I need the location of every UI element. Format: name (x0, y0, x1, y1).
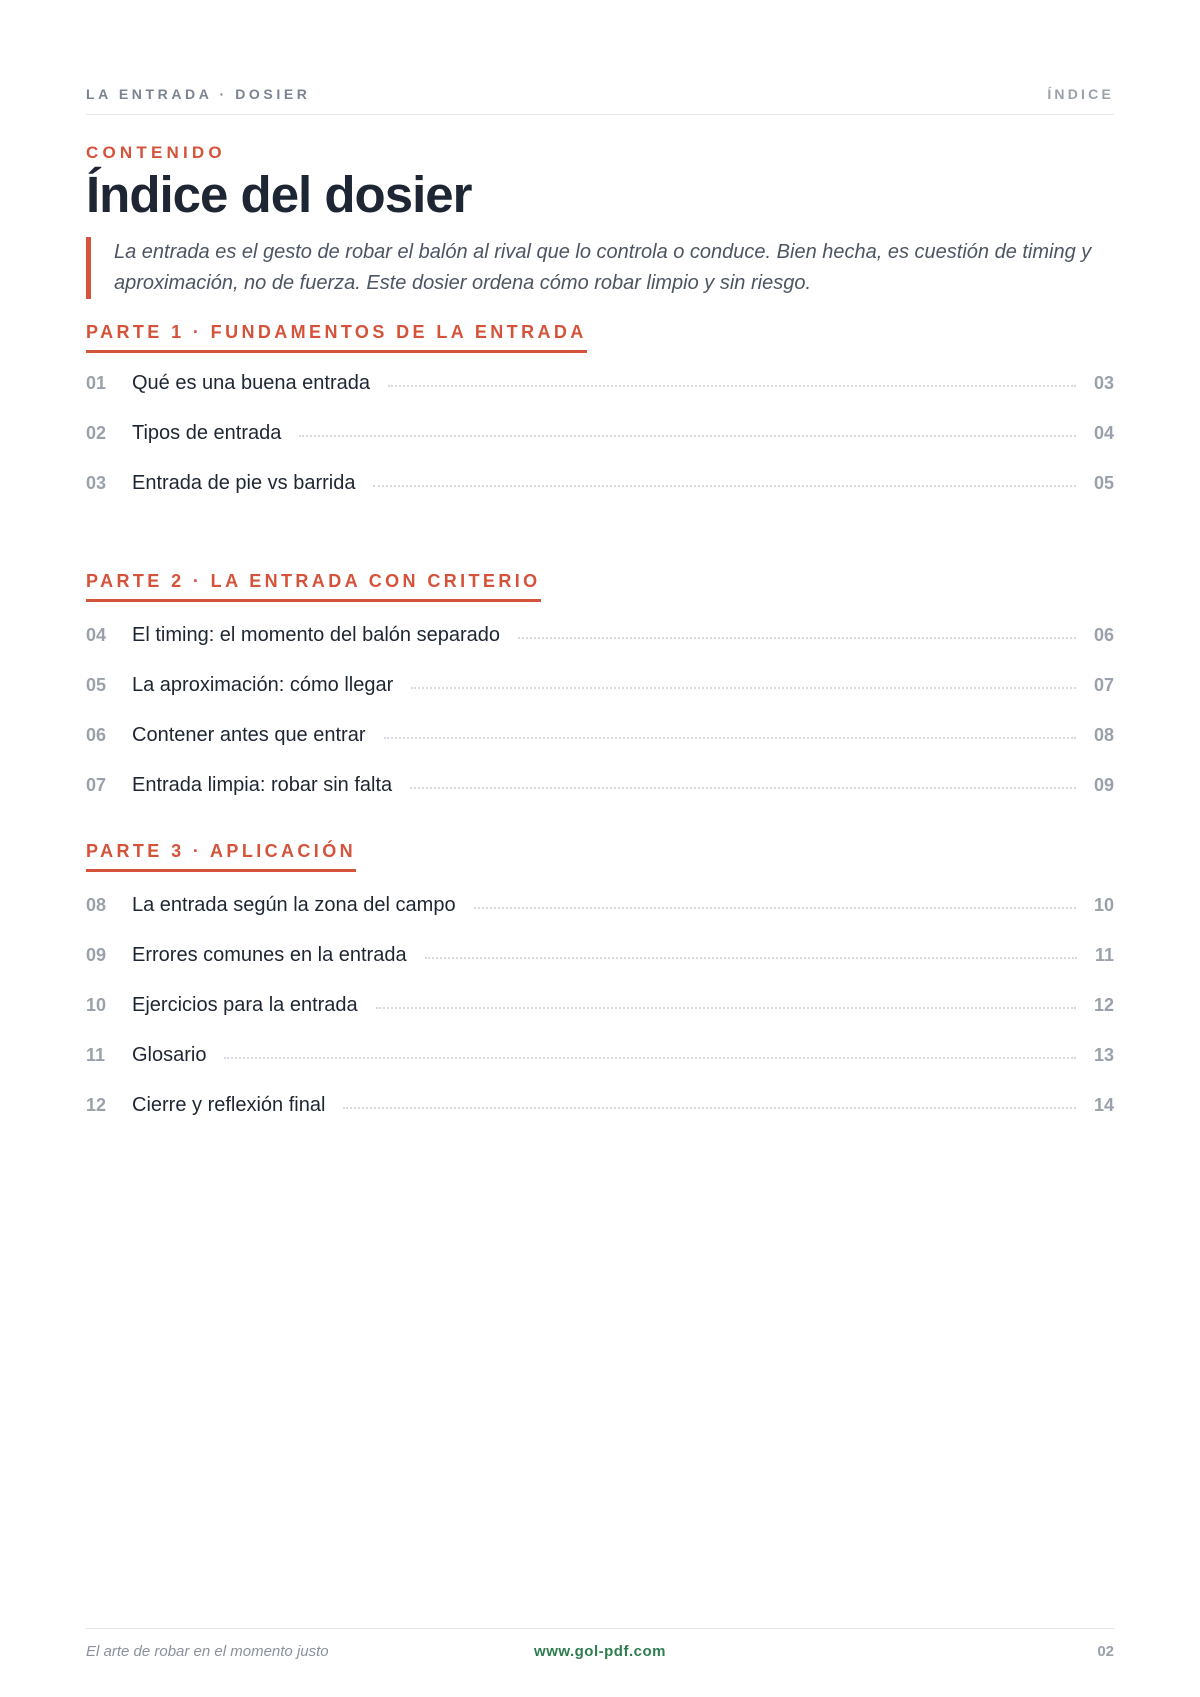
toc-item-page: 04 (1093, 423, 1114, 443)
dot-leader (376, 1007, 1076, 1009)
toc-item-page: 05 (1093, 473, 1114, 493)
toc-item-page: 03 (1093, 373, 1114, 393)
toc-item-page: 06 (1093, 625, 1114, 645)
toc-item-label: Errores comunes en la entrada (132, 944, 407, 966)
toc-item-page: 11 (1094, 945, 1114, 965)
toc-item-07[interactable] (86, 774, 1114, 804)
section-heading-parte-1: PARTE 1 · FUNDAMENTOS DE LA ENTRADA (86, 322, 587, 353)
header-document-title: LA ENTRADA · DOSIER (86, 86, 311, 102)
toc-item-page: 14 (1093, 1095, 1114, 1115)
toc-item-number: 02 (86, 423, 107, 443)
dot-leader (343, 1107, 1076, 1109)
toc-item-number: 10 (86, 995, 107, 1015)
toc-item-page: 07 (1093, 675, 1114, 695)
toc-item-03[interactable] (86, 472, 1114, 502)
toc-item-02[interactable] (86, 422, 1114, 452)
toc-item-05[interactable] (86, 674, 1114, 704)
toc-item-label: La aproximación: cómo llegar (132, 674, 394, 696)
toc-item-page: 09 (1093, 775, 1114, 795)
dot-leader (299, 435, 1076, 437)
header-section-name: ÍNDICE (1047, 86, 1114, 102)
toc-item-page: 13 (1093, 1045, 1114, 1065)
dot-leader (474, 907, 1076, 909)
footer-page-number: 02 (1097, 1643, 1114, 1660)
section-heading-parte-2: PARTE 2 · LA ENTRADA CON CRITERIO (86, 571, 541, 602)
intro-quote (86, 237, 1114, 299)
section-heading-parte-3: PARTE 3 · APLICACIÓN (86, 841, 356, 872)
page-title: Índice del dosier (86, 166, 472, 223)
toc-item-label: Glosario (132, 1044, 207, 1066)
toc-item-label: Tipos de entrada (132, 422, 282, 444)
toc-item-label: Entrada limpia: robar sin falta (132, 774, 393, 796)
toc-item-page: 08 (1093, 725, 1114, 745)
toc-item-number: 08 (86, 895, 107, 915)
footer-tagline: El arte de robar en el momento justo (86, 1643, 329, 1660)
toc-item-12[interactable] (86, 1094, 1114, 1124)
section-kicker: CONTENIDO (86, 143, 226, 162)
toc-item-10[interactable] (86, 994, 1114, 1024)
toc-item-number: 06 (86, 725, 107, 745)
toc-item-01[interactable] (86, 372, 1114, 402)
toc-item-number: 01 (86, 373, 107, 393)
toc-item-06[interactable] (86, 724, 1114, 754)
toc-item-label: Entrada de pie vs barrida (132, 472, 356, 494)
footer-website-link[interactable]: www.gol-pdf.com (534, 1643, 666, 1660)
dot-leader (411, 687, 1076, 689)
toc-item-number: 05 (86, 675, 107, 695)
dot-leader (373, 485, 1076, 487)
page (86, 0, 1114, 1697)
dot-leader (224, 1057, 1075, 1059)
running-header (86, 86, 1114, 115)
toc-item-label: Ejercicios para la entrada (132, 994, 358, 1016)
toc-item-label: Qué es una buena entrada (132, 372, 370, 394)
page-footer (86, 1628, 1114, 1669)
toc-item-page: 10 (1093, 895, 1114, 915)
toc-item-label: Contener antes que entrar (132, 724, 366, 746)
dot-leader (384, 737, 1076, 739)
toc-item-09[interactable] (86, 944, 1114, 974)
toc-item-04[interactable] (86, 624, 1114, 654)
toc-item-08[interactable] (86, 894, 1114, 924)
toc-item-page: 12 (1093, 995, 1114, 1015)
dot-leader (518, 637, 1076, 639)
toc-item-number: 07 (86, 775, 107, 795)
toc-item-label: El timing: el momento del balón separado (132, 624, 500, 646)
toc-item-number: 12 (86, 1095, 107, 1115)
dot-leader (425, 957, 1077, 959)
toc-item-11[interactable] (86, 1044, 1114, 1074)
dot-leader (410, 787, 1076, 789)
intro-text: La entrada es el gesto de robar el balón al rival que lo controla o conduce. Bien hecha, es cuestión de timing y aproximación, no de fuerza. Este dosier ordena cómo robar limpio y sin riesgo. (114, 241, 1092, 294)
toc-item-number: 09 (86, 945, 107, 965)
toc-item-number: 11 (86, 1045, 106, 1065)
dot-leader (388, 385, 1076, 387)
toc-item-label: Cierre y reflexión final (132, 1094, 326, 1116)
toc-item-number: 03 (86, 473, 107, 493)
toc-item-label: La entrada según la zona del campo (132, 894, 456, 916)
toc-item-number: 04 (86, 625, 107, 645)
